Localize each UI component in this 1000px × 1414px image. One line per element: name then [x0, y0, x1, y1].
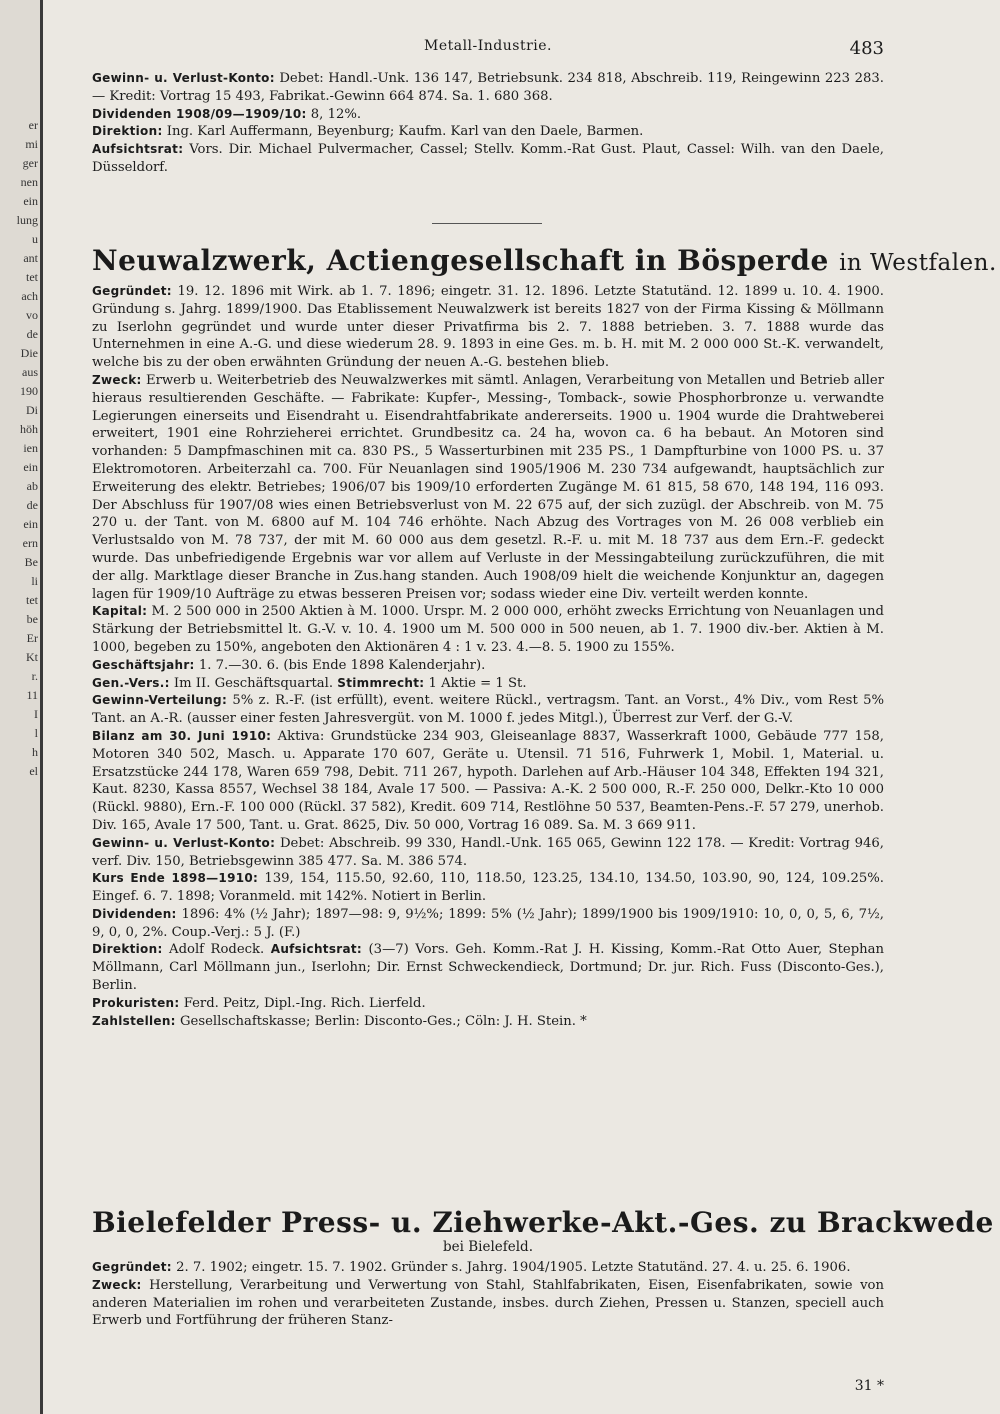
- entry-neuwalzwerk: [92, 244, 997, 1030]
- gutter-fragment: ant: [23, 251, 38, 265]
- entry-section: Gegründet: 2. 7. 1902; eingetr. 15. 7. 1902. Gründer s. Jahrg. 1904/1905. Letzte Statutänd. 27. 4. u. 25. 6. 1906.: [92, 1260, 851, 1275]
- prev-direktion: Direktion: Ing. Karl Auffermann, Beyenburg; Kaufm. Karl van den Daele, Barmen.: [92, 124, 644, 140]
- entry-section: Bilanz am 30. Juni 1910: Aktiva: Grundstücke 234 903, Gleiseanlage 8837, Wasserkraft 1000, Gebäude 777 158, Motoren 340 502, Masch. u. Apparate 170 607, Geräte u. Utensil. 71 516, Fuhrwerk 1, Mobil. 1, Material. u. Ersatzstücke 244 178, Waren 659 798, Debit. 711 267, hypoth. Darlehen auf Arb.-Häuser 104 348, Effekten 194 321, Kaut. 8230, Kassa 8557, Wechsel 38 184, Avale 17 500. — Passiva: A.-K. 2 500 000, R.-F. 250 000, Delkr.-Kto 10 000 (Rückl. 9880), Ern.-F. 100 000 (Rückl. 37 582), Kredit. 609 714, Restlöhne 50 537, Beamten-Pens.-F. 57 279, unerhob. Div. 165, Avale 17 500, Tant. u. Grat. 8625, Div. 50 000, Vortrag 16 089. Sa. M. 3 669 911.: [92, 728, 884, 833]
- gutter-fragment: de: [26, 327, 38, 341]
- entry-bielefelder: [92, 1206, 994, 1330]
- entry-title: Bielefelder Press- u. Ziehwerke-Akt.-Ges. zu Brackwede: [92, 1206, 994, 1239]
- gutter-fragment: höh: [20, 422, 38, 436]
- gutter-fragment: I: [34, 707, 38, 721]
- separator-line: [432, 223, 542, 224]
- entry-subtitle: bei Bielefeld.: [442, 1239, 533, 1255]
- entry-section: Geschäftsjahr: 1. 7.—30. 6. (bis Ende 1898 Kalenderjahr).: [92, 657, 486, 673]
- gutter-fragment: u: [32, 232, 38, 246]
- signature-mark: 31 *: [854, 1378, 884, 1394]
- entry-section: Zweck: Herstellung, Verarbeitung und Verwertung von Stahl, Stahlfabrikaten, Eisen, Eisenfabrikaten, sowie von anderen Materialien im rohen und verarbeiteten Zustande, insbes. durch Ziehen, Pressen u. Stanzen, speciell auch Erwerb und Fortführung der früheren Stanz-: [92, 1277, 884, 1329]
- running-title: Metall-Industrie.: [423, 38, 553, 54]
- gutter-fragment: li: [31, 574, 38, 588]
- gutter-fragment: tet: [26, 593, 38, 607]
- gutter-fragment: Die: [20, 346, 38, 360]
- gutter-fragment: de: [26, 498, 38, 512]
- entry-section: Gewinn-Verteilung: 5% z. R.-F. (ist erfüllt), event. weitere Rückl., vertragsm. Tant. an Vorst., 4% Div., vom Rest 5% Tant. an A.-R. (ausser einer festen Jahresvergüt. von M. 1000 f. jedes Mitgl.), Überrest zur Verf. der G.-V.: [92, 693, 884, 727]
- entry-title: Neuwalzwerk, Actiengesellschaft in Bösperde in Westfalen.: [92, 244, 997, 277]
- entry-section: Kapital: M. 2 500 000 in 2500 Aktien à M. 1000. Urspr. M. 2 000 000, erhöht zwecks Errichtung von Neuanlagen und Stärkung der Betriebsmittel lt. G.-V. v. 10. 4. 1900 um M. 500 000 in 500 neuen, ab 1. 7. 1900 div.-ber. Aktien à M. 1000, begeben zu 150%, angeboten den Aktionären 4 : 1 v. 23. 4.—8. 5. 1900 zu 155%.: [92, 604, 884, 655]
- entry-section: Kurs Ende 1898—1910: 139, 154, 115.50, 92.60, 110, 118.50, 123.25, 134.10, 134.50, 103.90, 90, 124, 109.25%. Eingef. 6. 7. 1898; Voranmeld. mit 142%. Notiert in Berlin.: [92, 871, 884, 905]
- running-header: [92, 38, 884, 58]
- gutter-fragment: 190: [20, 384, 38, 398]
- gutter-fragment: Kt: [26, 650, 38, 664]
- previous-page-edge: [0, 0, 43, 1414]
- gutter-fragment: ach: [21, 289, 38, 303]
- entry-section: Direktion: Adolf Rodeck. Aufsichtsrat: (3—7) Vors. Geh. Komm.-Rat J. H. Kissing, Komm.-Rat Otto Auer, Stephan Möllmann, Carl Möllmann jun., Iserlohn; Dir. Ernst Schweckendieck, Dortmund; Dr. jur. Rich. Fuss (Disconto-Ges.), Berlin.: [92, 942, 884, 994]
- entry-section: Zahlstellen: Gesellschaftskasse; Berlin: Disconto-Ges.; Cöln: J. H. Stein. *: [92, 1013, 587, 1029]
- gutter-fragment: lung: [16, 213, 38, 227]
- gutter-fragment: aus: [22, 365, 38, 379]
- gutter-fragment: nen: [20, 175, 38, 189]
- gutter-fragment: l: [34, 726, 38, 740]
- gutter-fragment: vo: [26, 308, 38, 322]
- gutter-fragment: Be: [24, 555, 38, 569]
- gutter-fragment: ger: [22, 156, 38, 170]
- gutter-fragment: ab: [26, 479, 38, 493]
- gutter-fragment: Di: [26, 403, 38, 417]
- gutter-fragment: ein: [23, 517, 38, 531]
- gutter-fragment: r.: [31, 669, 38, 683]
- page-number: 483: [849, 38, 884, 59]
- gutter-fragment: mi: [25, 137, 38, 151]
- entry-section: Gewinn- u. Verlust-Konto: Debet: Abschreib. 99 330, Handl.-Unk. 165 065, Gewinn 122 178. — Kredit: Vortrag 946, verf. Div. 150, Betriebsgewinn 385 477. Sa. M. 386 574.: [92, 835, 884, 869]
- gutter-fragment: h: [32, 745, 38, 759]
- previous-entry: [92, 70, 884, 177]
- gutter-fragment: ern: [22, 536, 38, 550]
- entry-section: Prokuristen: Ferd. Peitz, Dipl.-Ing. Rich. Lierfeld.: [92, 995, 426, 1011]
- entry-sections: [92, 1259, 884, 1330]
- gutter-fragment: ein: [23, 194, 38, 208]
- gutter-fragment: el: [29, 764, 38, 778]
- gutter-fragment: Er: [26, 631, 38, 645]
- gutter-fragment: 11: [26, 688, 38, 702]
- prev-aufsichtsrat: Aufsichtsrat: Vors. Dir. Michael Pulvermacher, Cassel; Stellv. Komm.-Rat Gust. Plaut, Cassel: Wilh. van den Daele, Düsseldorf.: [92, 142, 884, 175]
- entry-section: Dividenden: 1896: 4% (½ Jahr); 1897—98: 9, 9½%; 1899: 5% (½ Jahr); 1899/1900 bis 1909/1910: 10, 0, 0, 5, 6, 7½, 9, 0, 0, 2%. Coup.-Verj.: 5 J. (F.): [92, 906, 884, 940]
- entry-section: Zweck: Erwerb u. Weiterbetrieb des Neuwalzwerkes mit sämtl. Anlagen, Verarbeitung von Metallen und Betrieb aller hieraus resultierenden Geschäfte. — Fabrikate: Kupfer-, Messing-, Tomback-, sowie Phosphorbronze u. verwandte Legierungen einerseits und Eisendraht u. Eisendrahtfabrikate andererseits. 1900 u. 1904 wurde die Drahtweberei erweitert, 1901 eine Rohrzieherei errichtet. Grundbesitz ca. 24 ha, wovon ca. 6 ha bebaut. An Motoren sind vorhanden: 5 Dampfmaschinen mit ca. 830 PS., 5 Wasserturbinen mit 235 PS., 1 Dampfturbine von 1000 PS. u. 37 Elektromotoren. Arbeiterzahl ca. 700. Für Neuanlagen sind 1905/1906 M. 230 734 aufgewandt, hauptsächlich zur Erweiterung des elektr. Betriebes; 1906/07 bis 1909/10 erforderten Zugänge M. 61 815, 58 670, 148 194, 116 093. Der Abschluss für 1907/08 wies einen Betriebsverlust von M. 22 675 auf, der sich zuzügl. der Abschreib. von M. 75 270 u. der Tant. von M. 6800 auf M. 104 746 erhöhte. Nach Abzug des Vortrages von M. 26 008 verblieb ein Verlustsaldo von M. 78 737, der mit M. 60 000 aus dem gesetzl. R.-F. u. mit M. 18 737 aus dem Ern.-F. gedeckt wurde. Das unbefriedigende Ergebnis war vor allem auf Verluste in der Messingabteilung zurückzuführen, die mit der allg. Marktlage dieser Branche in Zus.hang standen. Auch 1908/09 hielt die weichende Konjunktur an, dagegen lagen für 1909/10 Aufträge zu etwas besseren Preisen vor; sodass wieder eine Div. verteilt werden konnte.: [92, 372, 884, 602]
- entry-sections: [92, 283, 884, 1030]
- gutter-fragment: be: [26, 612, 38, 626]
- prev-gewinn: Gewinn- u. Verlust-Konto: Debet: Handl.-Unk. 136 147, Betriebsunk. 234 818, Abschreib. 119, Reingewinn 223 283. — Kredit: Vortrag 15 493, Fabrikat.-Gewinn 664 874. Sa. 1. 680 368.: [92, 71, 884, 104]
- gutter-fragment: er: [28, 118, 38, 132]
- gutter-fragment: tet: [26, 270, 38, 284]
- prev-dividenden: Dividenden 1908/09—1909/10: 8, 12%.: [92, 106, 362, 122]
- gutter-fragment: ien: [23, 441, 38, 455]
- entry-section: Gegründet: 19. 12. 1896 mit Wirk. ab 1. 7. 1896; eingetr. 31. 12. 1896. Letzte Statutänd. 12. 1899 u. 10. 4. 1900. Gründung s. Jahrg. 1899/1900. Das Etablissement Neuwalzwerk ist bereits 1827 von der Firma Kissing & Möllmann zu Iserlohn gegründet und wurde unter dieser Privatfirma bis 2. 7. 1888 betrieben. 3. 7. 1888 wurde das Unternehmen in eine A.-G. und diese wiederum 28. 9. 1893 in eine Ges. m. b. H. mit M. 2 000 000 St.-K. verwandelt, welche bis zu der oben erwähnten Gründung der neuen A.-G. bestehen blieb.: [92, 284, 884, 371]
- entry-section: Gen.-Vers.: Im II. Geschäftsquartal. Stimmrecht: 1 Aktie = 1 St.: [92, 675, 527, 691]
- gutter-fragment: ein: [23, 460, 38, 474]
